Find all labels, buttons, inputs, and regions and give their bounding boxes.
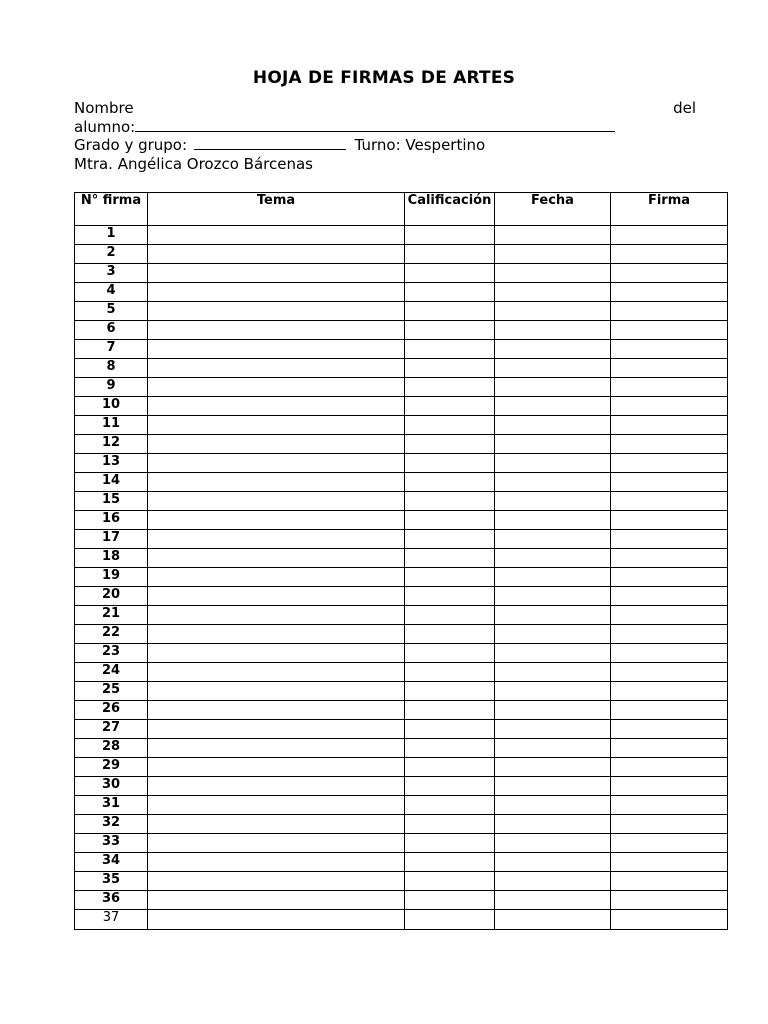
cell-num: 35 [75,872,148,891]
cell-fecha[interactable] [495,226,611,245]
table-row [75,511,728,530]
cell-num: 15 [75,492,148,511]
cell-firma[interactable] [611,834,728,853]
table-row [75,321,728,340]
table-row [75,492,728,511]
header-num: N° firma [75,193,148,226]
cell-fecha[interactable] [495,739,611,758]
del-label: del [673,99,696,117]
table-row [75,416,728,435]
cell-num: 12 [75,435,148,454]
grado-label: Grado y grupo: [74,136,188,154]
cell-firma[interactable] [611,397,728,416]
cell-fecha[interactable] [495,682,611,701]
cell-fecha[interactable] [495,606,611,625]
cell-calificacion[interactable] [405,720,495,739]
cell-firma[interactable] [611,853,728,872]
cell-num: 30 [75,777,148,796]
table-row [75,834,728,853]
cell-tema[interactable] [148,226,405,245]
cell-fecha[interactable] [495,796,611,815]
cell-fecha[interactable] [495,720,611,739]
cell-fecha[interactable] [495,530,611,549]
cell-firma[interactable] [611,321,728,340]
cell-firma[interactable] [611,340,728,359]
cell-firma[interactable] [611,606,728,625]
cell-tema[interactable] [148,283,405,302]
cell-fecha[interactable] [495,663,611,682]
cell-calificacion[interactable] [405,853,495,872]
cell-num: 3 [75,264,148,283]
cell-tema[interactable] [148,644,405,663]
table-row [75,226,728,245]
cell-tema[interactable] [148,777,405,796]
document-title: HOJA DE FIRMAS DE ARTES [252,68,516,88]
table-row [75,283,728,302]
table-row [75,378,728,397]
cell-fecha[interactable] [495,891,611,910]
cell-firma[interactable] [611,492,728,511]
cell-firma[interactable] [611,682,728,701]
cell-tema[interactable] [148,549,405,568]
cell-num: 27 [75,720,148,739]
cell-fecha[interactable] [495,644,611,663]
cell-num: 5 [75,302,148,321]
header-fecha: Fecha [495,193,611,226]
cell-calificacion[interactable] [405,492,495,511]
cell-calificacion[interactable] [405,777,495,796]
table-row [75,720,728,739]
cell-tema[interactable] [148,701,405,720]
alumno-blank-line[interactable] [135,118,615,132]
cell-firma[interactable] [611,644,728,663]
cell-num: 32 [75,815,148,834]
cell-num: 14 [75,473,148,492]
cell-calificacion[interactable] [405,606,495,625]
teacher-name: Mtra. Angélica Orozco Bárcenas [74,154,313,173]
cell-tema[interactable] [148,264,405,283]
cell-fecha[interactable] [495,378,611,397]
cell-calificacion[interactable] [405,340,495,359]
cell-tema[interactable] [148,891,405,910]
cell-tema[interactable] [148,834,405,853]
cell-fecha[interactable] [495,587,611,606]
cell-fecha[interactable] [495,777,611,796]
cell-tema[interactable] [148,454,405,473]
cell-calificacion[interactable] [405,891,495,910]
table-row [75,663,728,682]
cell-calificacion[interactable] [405,587,495,606]
cell-num: 1 [75,226,148,245]
cell-num: 36 [75,891,148,910]
turno-label: Turno: Vespertino [354,136,486,154]
cell-firma[interactable] [611,587,728,606]
cell-firma[interactable] [611,568,728,587]
cell-calificacion[interactable] [405,435,495,454]
cell-num: 8 [75,359,148,378]
cell-firma[interactable] [611,739,728,758]
cell-calificacion[interactable] [405,397,495,416]
table-row [75,758,728,777]
table-row [75,587,728,606]
grado-blank-line[interactable] [194,136,346,150]
cell-firma[interactable] [611,226,728,245]
cell-calificacion[interactable] [405,625,495,644]
cell-fecha[interactable] [495,359,611,378]
cell-fecha[interactable] [495,397,611,416]
cell-tema[interactable] [148,397,405,416]
cell-calificacion[interactable] [405,568,495,587]
cell-fecha[interactable] [495,511,611,530]
cell-firma[interactable] [611,663,728,682]
cell-calificacion[interactable] [405,264,495,283]
cell-calificacion[interactable] [405,910,495,930]
student-alumno-line [74,118,696,137]
cell-fecha[interactable] [495,302,611,321]
cell-tema[interactable] [148,473,405,492]
cell-num: 20 [75,587,148,606]
cell-calificacion[interactable] [405,834,495,853]
table-row [75,891,728,910]
cell-num: 29 [75,758,148,777]
cell-fecha[interactable] [495,625,611,644]
cell-fecha[interactable] [495,340,611,359]
cell-num: 17 [75,530,148,549]
cell-firma[interactable] [611,872,728,891]
cell-firma[interactable] [611,435,728,454]
cell-num: 21 [75,606,148,625]
cell-calificacion[interactable] [405,473,495,492]
cell-tema[interactable] [148,758,405,777]
cell-firma[interactable] [611,454,728,473]
cell-calificacion[interactable] [405,530,495,549]
cell-calificacion[interactable] [405,644,495,663]
cell-num: 4 [75,283,148,302]
cell-num: 10 [75,397,148,416]
cell-num: 26 [75,701,148,720]
table-row [75,815,728,834]
cell-calificacion[interactable] [405,663,495,682]
cell-num: 37 [75,910,148,930]
cell-fecha[interactable] [495,872,611,891]
cell-firma[interactable] [611,796,728,815]
cell-firma[interactable] [611,815,728,834]
table-body [75,226,728,930]
cell-calificacion[interactable] [405,283,495,302]
cell-tema[interactable] [148,340,405,359]
cell-firma[interactable] [611,416,728,435]
cell-fecha[interactable] [495,758,611,777]
table-row [75,454,728,473]
student-name-line [74,99,696,118]
cell-calificacion[interactable] [405,245,495,264]
table-row [75,777,728,796]
cell-num: 7 [75,340,148,359]
cell-num: 33 [75,834,148,853]
cell-firma[interactable] [611,720,728,739]
cell-tema[interactable] [148,321,405,340]
cell-num: 6 [75,321,148,340]
cell-tema[interactable] [148,682,405,701]
cell-num: 11 [75,416,148,435]
cell-tema[interactable] [148,853,405,872]
cell-fecha[interactable] [495,701,611,720]
table-row [75,682,728,701]
table-row [75,606,728,625]
cell-firma[interactable] [611,891,728,910]
cell-fecha[interactable] [495,549,611,568]
table-row [75,264,728,283]
cell-tema[interactable] [148,720,405,739]
cell-firma[interactable] [611,473,728,492]
cell-firma[interactable] [611,302,728,321]
cell-tema[interactable] [148,511,405,530]
cell-calificacion[interactable] [405,682,495,701]
cell-num: 28 [75,739,148,758]
signature-table [74,192,728,930]
cell-fecha[interactable] [495,454,611,473]
table-row [75,625,728,644]
cell-firma[interactable] [611,511,728,530]
cell-calificacion[interactable] [405,454,495,473]
cell-tema[interactable] [148,492,405,511]
cell-num: 13 [75,454,148,473]
cell-calificacion[interactable] [405,739,495,758]
cell-num: 23 [75,644,148,663]
cell-tema[interactable] [148,530,405,549]
cell-firma[interactable] [611,283,728,302]
alumno-label: alumno: [74,117,136,136]
table-row [75,739,728,758]
cell-tema[interactable] [148,435,405,454]
cell-tema[interactable] [148,568,405,587]
cell-calificacion[interactable] [405,758,495,777]
cell-firma[interactable] [611,530,728,549]
cell-tema[interactable] [148,739,405,758]
cell-calificacion[interactable] [405,321,495,340]
cell-num: 22 [75,625,148,644]
cell-firma[interactable] [611,359,728,378]
cell-tema[interactable] [148,796,405,815]
cell-calificacion[interactable] [405,416,495,435]
cell-calificacion[interactable] [405,378,495,397]
table-row [75,302,728,321]
cell-calificacion[interactable] [405,511,495,530]
cell-calificacion[interactable] [405,701,495,720]
cell-tema[interactable] [148,815,405,834]
cell-fecha[interactable] [495,283,611,302]
cell-firma[interactable] [611,701,728,720]
header-calificacion: Calificación [405,193,495,226]
cell-tema[interactable] [148,606,405,625]
cell-calificacion[interactable] [405,302,495,321]
table-row [75,473,728,492]
cell-num: 31 [75,796,148,815]
cell-num: 16 [75,511,148,530]
cell-tema[interactable] [148,910,405,930]
cell-firma[interactable] [611,777,728,796]
table-row [75,853,728,872]
cell-fecha[interactable] [495,416,611,435]
cell-fecha[interactable] [495,910,611,930]
cell-num: 9 [75,378,148,397]
cell-fecha[interactable] [495,492,611,511]
table-row [75,796,728,815]
table-header-row [75,193,728,226]
table-row [75,435,728,454]
table-row [75,568,728,587]
cell-firma[interactable] [611,625,728,644]
grado-line [74,136,696,155]
cell-firma[interactable] [611,549,728,568]
cell-tema[interactable] [148,245,405,264]
cell-fecha[interactable] [495,264,611,283]
cell-firma[interactable] [611,245,728,264]
cell-num: 25 [75,682,148,701]
cell-fecha[interactable] [495,834,611,853]
table-row [75,872,728,891]
header-tema: Tema [148,193,405,226]
cell-tema[interactable] [148,302,405,321]
table-row [75,245,728,264]
table-row [75,340,728,359]
table-row [75,397,728,416]
cell-fecha[interactable] [495,245,611,264]
cell-calificacion[interactable] [405,815,495,834]
cell-fecha[interactable] [495,568,611,587]
cell-tema[interactable] [148,587,405,606]
cell-tema[interactable] [148,663,405,682]
cell-tema[interactable] [148,359,405,378]
table-row [75,549,728,568]
cell-firma[interactable] [611,910,728,930]
cell-firma[interactable] [611,758,728,777]
header-firma: Firma [611,193,728,226]
table-row [75,644,728,663]
nombre-label: Nombre [74,99,134,117]
cell-calificacion[interactable] [405,226,495,245]
cell-fecha[interactable] [495,853,611,872]
cell-firma[interactable] [611,378,728,397]
cell-tema[interactable] [148,378,405,397]
table-row [75,530,728,549]
cell-fecha[interactable] [495,473,611,492]
cell-num: 34 [75,853,148,872]
cell-fecha[interactable] [495,435,611,454]
table-row [75,701,728,720]
cell-fecha[interactable] [495,815,611,834]
cell-num: 19 [75,568,148,587]
table-row [75,910,728,930]
cell-num: 2 [75,245,148,264]
cell-tema[interactable] [148,416,405,435]
cell-calificacion[interactable] [405,549,495,568]
cell-calificacion[interactable] [405,796,495,815]
cell-num: 18 [75,549,148,568]
cell-tema[interactable] [148,872,405,891]
table-row [75,359,728,378]
cell-firma[interactable] [611,264,728,283]
cell-tema[interactable] [148,625,405,644]
cell-fecha[interactable] [495,321,611,340]
cell-calificacion[interactable] [405,359,495,378]
cell-num: 24 [75,663,148,682]
cell-calificacion[interactable] [405,872,495,891]
